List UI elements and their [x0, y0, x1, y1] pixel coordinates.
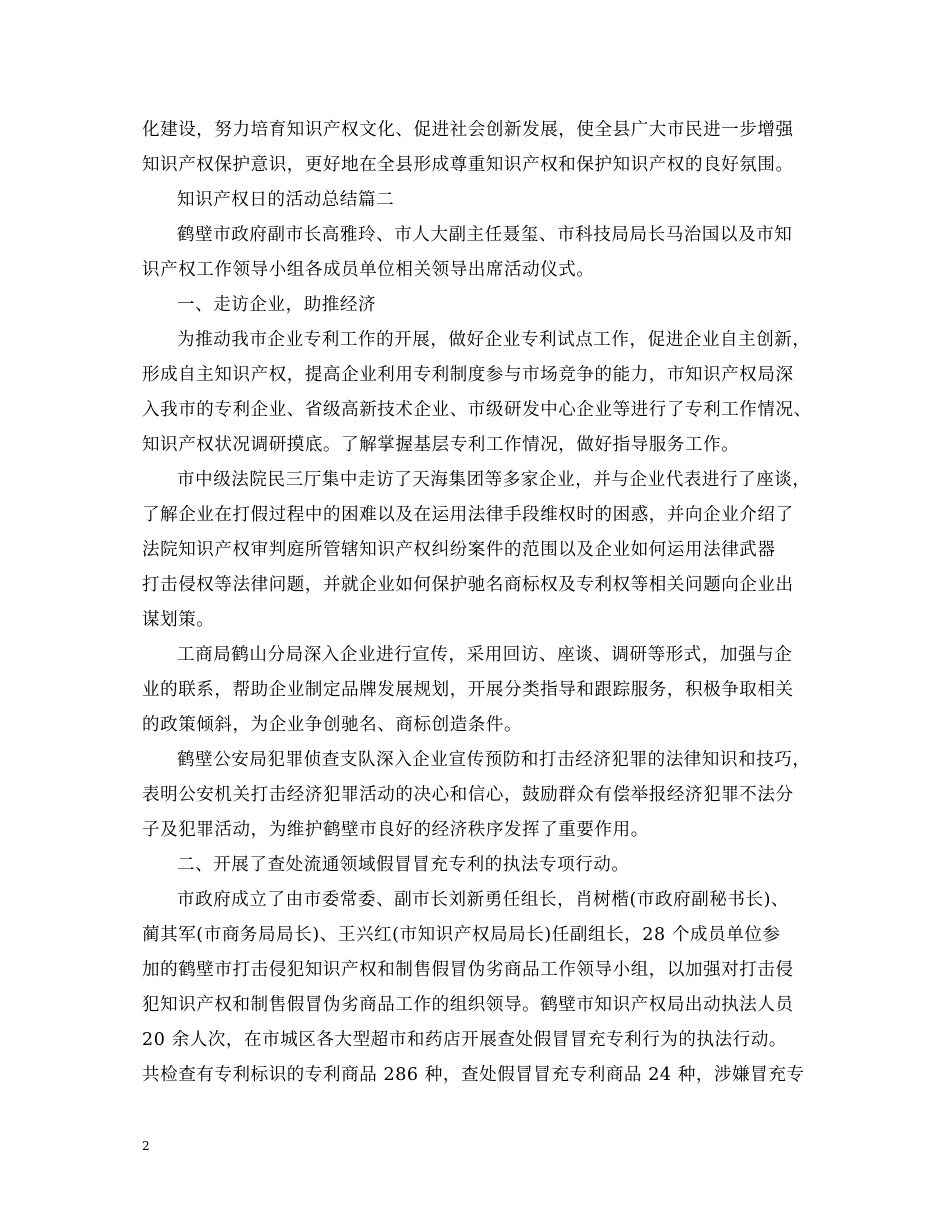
text-line: 市政府成立了由市委常委、副市长刘新勇任组长，肖树楷(市政府副秘书长)、 — [177, 890, 790, 910]
text-line: 鹤壁市政府副市长高雅玲、市人大副主任聂玺、市科技局局长马治国以及市知 — [177, 225, 793, 245]
text-line: 形成自主知识产权，提高企业利用专利制度参与市场竞争的能力，市知识产权局深 — [142, 365, 794, 385]
text-line: 为推动我市企业专利工作的开展，做好企业专利试点工作，促进企业自主创新， — [177, 330, 811, 350]
section-heading: 一、走访企业，助推经济 — [177, 295, 377, 315]
section-heading: 二、开展了查处流通领域假冒冒充专利的执法专项行动。 — [177, 855, 630, 875]
text-line: 蔺其军(市商务局局长)、王兴红(市知识产权局局长)任副组长，28 个成员单位参 — [142, 925, 781, 945]
text-line: 业的联系，帮助企业制定品牌发展规划，开展分类指导和跟踪服务，积极争取相关 — [142, 680, 794, 700]
text-line: 打击侵权等法律问题，并就企业如何保护驰名商标权及专利权等相关问题向企业出 — [142, 575, 794, 595]
text-line: 识产权工作领导小组各成员单位相关领导出席活动仪式。 — [142, 260, 595, 280]
text-line: 法院知识产权审判庭所管辖知识产权纠纷案件的范围以及企业如何运用法律武器 — [142, 540, 776, 560]
text-line: 知识产权状况调研摸底。了解掌握基层专利工作情况，做好指导服务工作。 — [142, 435, 740, 455]
section-heading: 知识产权日的活动总结篇二 — [177, 190, 395, 210]
text-line: 20 余人次，在市城区各大型超市和药店开展查处假冒冒充专利行为的执法行动。 — [142, 1030, 788, 1050]
text-line: 了解企业在打假过程中的困难以及在运用法律手段维权时的困惑，并向企业介绍了 — [142, 505, 794, 525]
text-line: 共检查有专利标识的专利商品 286 种，查处假冒冒充专利商品 24 种，涉嫌冒充专 — [142, 1065, 805, 1085]
text-line: 鹤壁公安局犯罪侦查支队深入企业宣传预防和打击经济犯罪的法律知识和技巧， — [177, 750, 811, 770]
page-number: 2 — [142, 1139, 150, 1153]
text-line: 工商局鹤山分局深入企业进行宣传，采用回访、座谈、调研等形式，加强与企 — [177, 645, 793, 665]
text-line: 入我市的专利企业、省级高新技术企业、市级研发中心企业等进行了专利工作情况、 — [142, 400, 812, 420]
text-line: 化建设，努力培育知识产权文化、促进社会创新发展，使全县广大市民进一步增强 — [142, 120, 794, 140]
text-line: 谋划策。 — [142, 610, 215, 630]
text-line: 市中级法院民三厅集中走访了天海集团等多家企业，并与企业代表进行了座谈， — [177, 470, 811, 490]
text-line: 表明公安机关打击经济犯罪活动的决心和信心，鼓励群众有偿举报经济犯罪不法分 — [142, 785, 794, 805]
text-line: 知识产权保护意识，更好地在全县形成尊重知识产权和保护知识产权的良好氛围。 — [142, 155, 794, 175]
text-line: 犯知识产权和制售假冒伪劣商品工作的组织领导。鹤壁市知识产权局出动执法人员 — [142, 995, 794, 1015]
text-line: 的政策倾斜，为企业争创驰名、商标创造条件。 — [142, 715, 523, 735]
text-line: 子及犯罪活动，为维护鹤壁市良好的经济秩序发挥了重要作用。 — [142, 820, 649, 840]
text-line: 加的鹤壁市打击侵犯知识产权和制售假冒伪劣商品工作领导小组，以加强对打击侵 — [142, 960, 794, 980]
